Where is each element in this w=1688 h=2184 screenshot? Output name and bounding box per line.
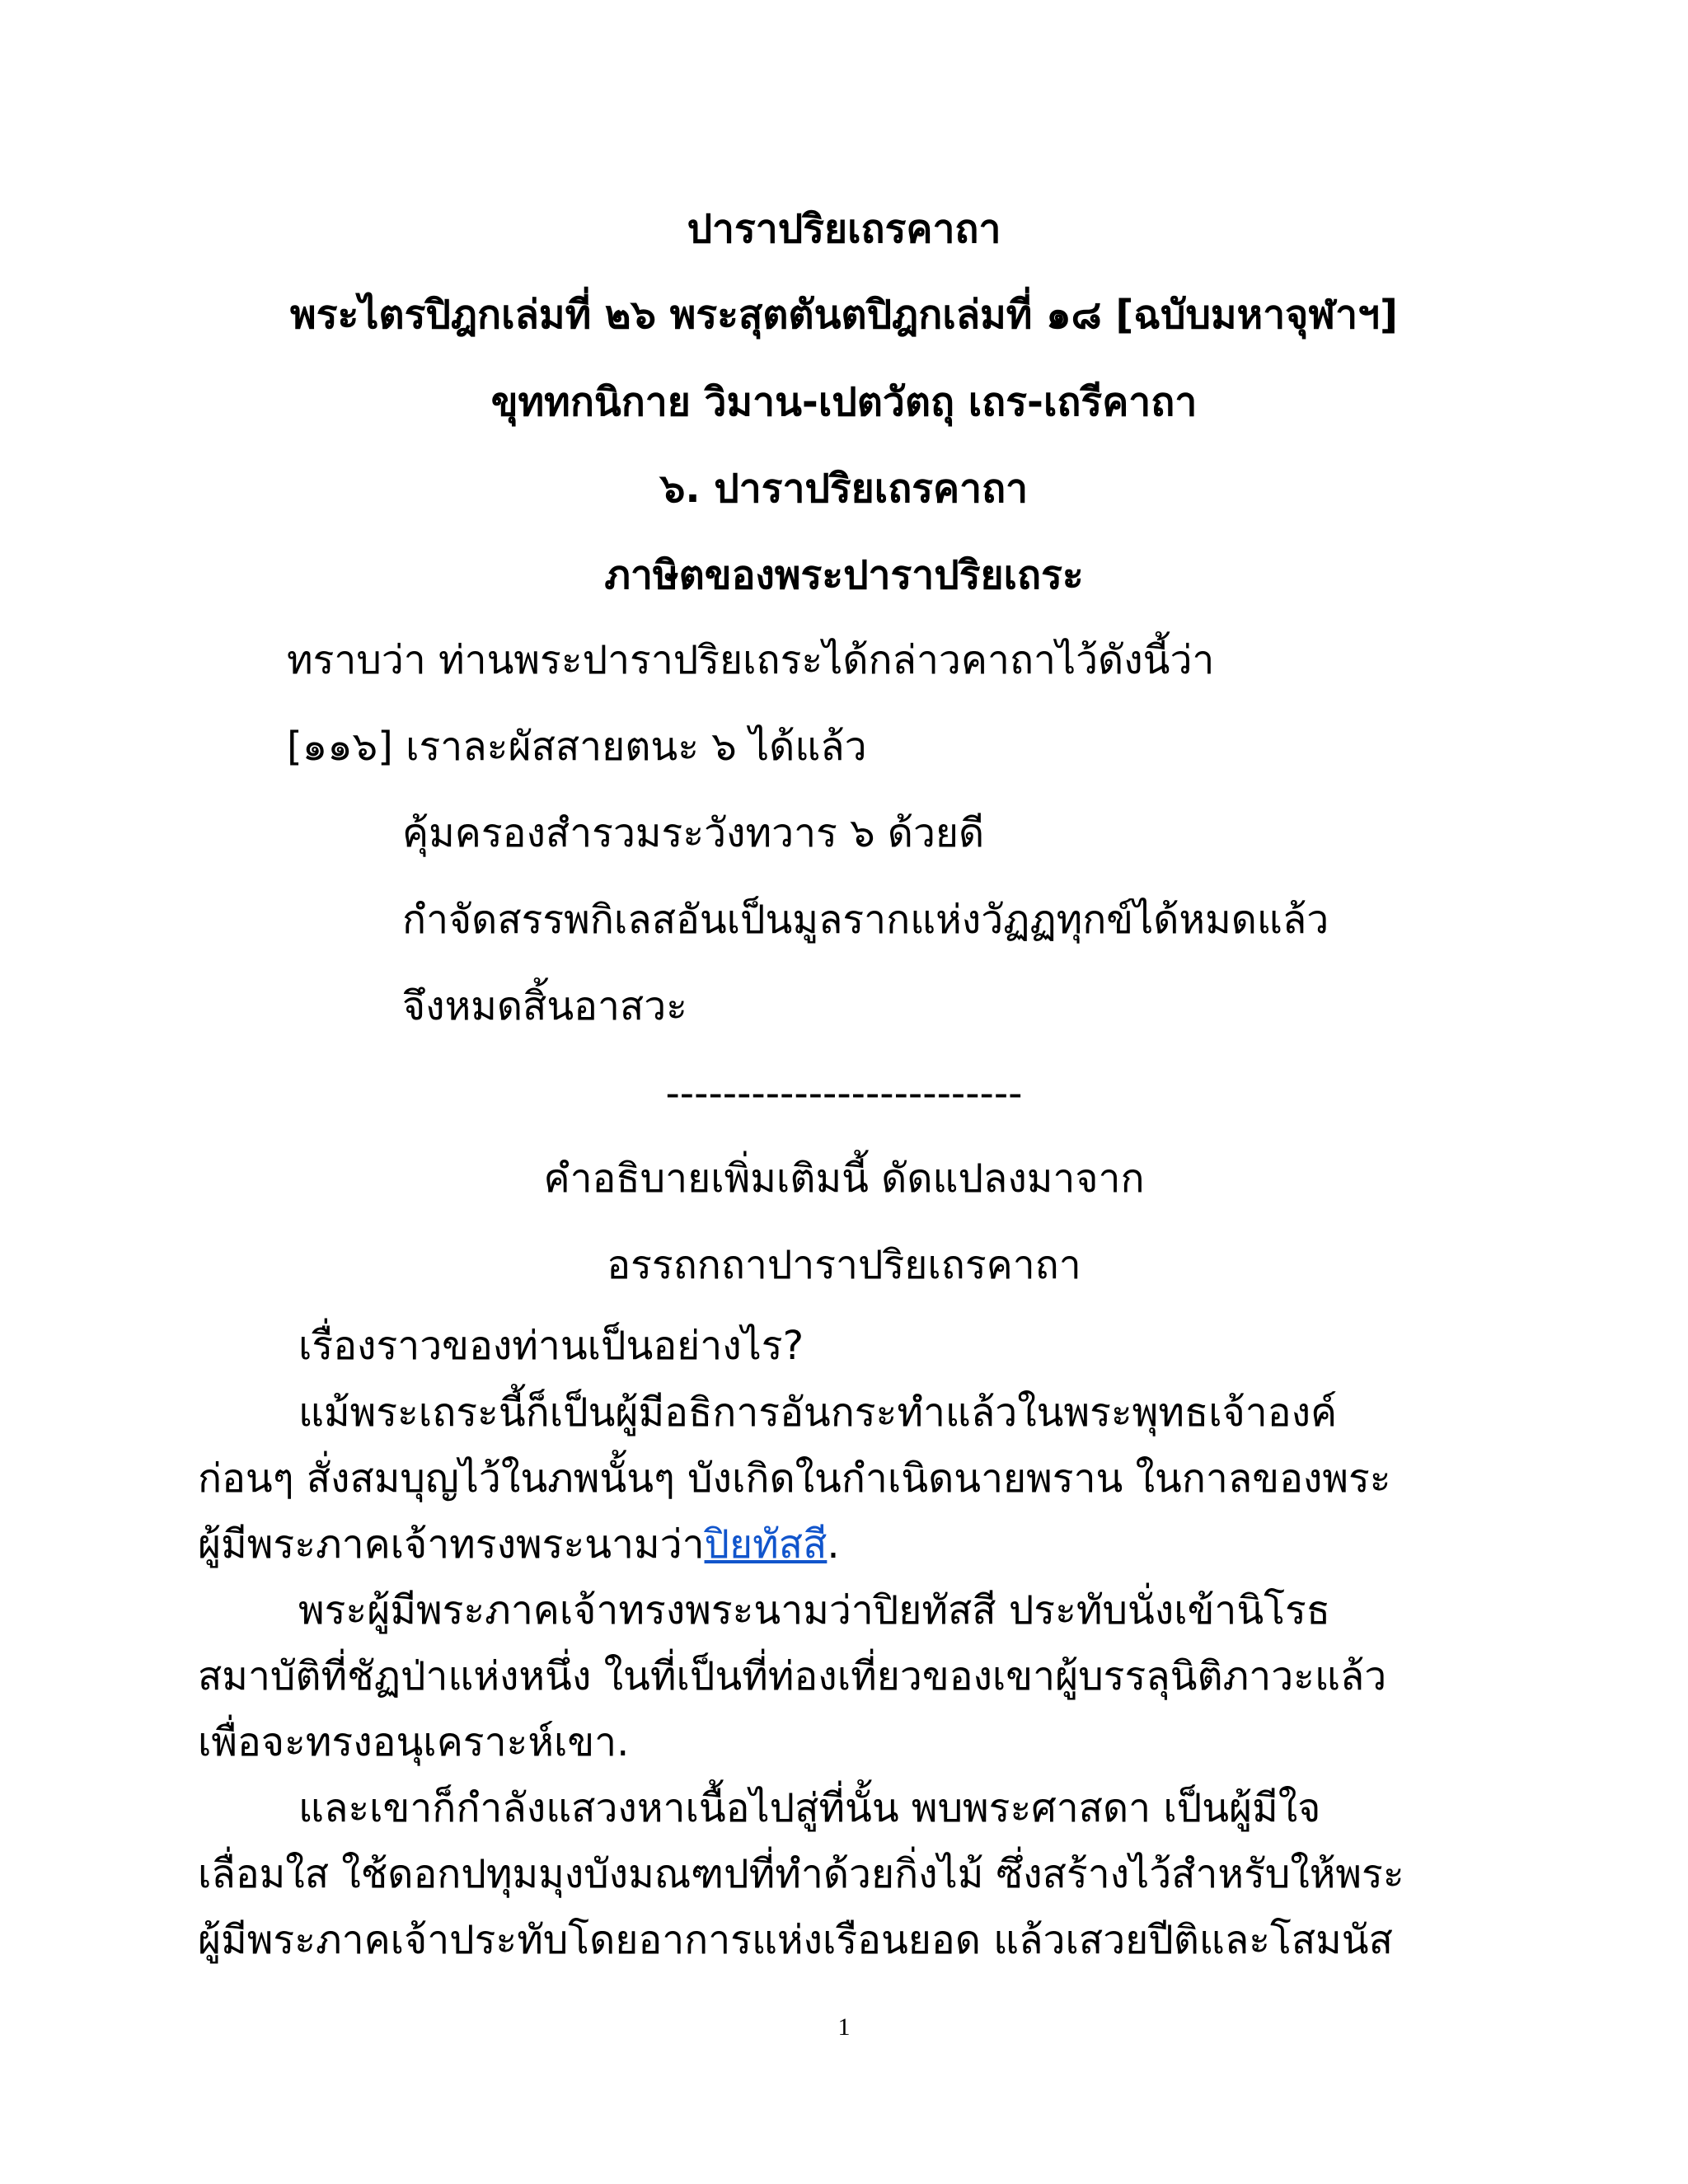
paragraph-text: . <box>827 1521 840 1568</box>
paragraph-line: เพื่อจะทรงอนุเคราะห์เขา. <box>198 1719 630 1765</box>
paragraph-line: เลื่อมใส ใช้ดอกปทุมมุงบังมณฑปที่ทำด้วยกิ่งไม้ ซึ่งสร้างไว้สำหรับให้พระ <box>198 1851 1404 1897</box>
paragraph-line <box>198 1518 840 1571</box>
page-number: 1 <box>837 2013 851 2041</box>
paragraph-text: ผู้มีพระภาคเจ้าทรงพระนามว่า <box>198 1521 705 1568</box>
commentary-title-line: อรรถกถาปาราปริยเถรคาถา <box>607 1242 1081 1288</box>
paragraph-line: ก่อนๆ สั่งสมบุญไว้ในภพนั้นๆ บังเกิดในกำเนิดนายพราน ในกาลของพระ <box>198 1455 1391 1502</box>
paragraph-line: สมาบัติที่ชัฏป่าแห่งหนึ่ง ในที่เป็นที่ท่องเที่ยวของเขาผู้บรรลุนิติภาวะแล้ว <box>198 1653 1387 1699</box>
paragraph-line: แม้พระเถระนี้ก็เป็นผู้มีอธิการอันกระทำแล้วในพระพุทธเจ้าองค์ <box>298 1390 1338 1436</box>
paragraph-line: ผู้มีพระภาคเจ้าประทับโดยอาการแห่งเรือนยอด แล้วเสวยปีติและโสมนัส <box>198 1917 1393 1963</box>
piyadassi-link[interactable]: ปิยทัสสี <box>704 1521 828 1568</box>
paragraph-line: พระผู้มีพระภาคเจ้าทรงพระนามว่าปิยทัสสี ประทับนั่งเข้านิโรธ <box>298 1587 1331 1633</box>
paragraph-line: และเขาก็กำลังแสวงหาเนื้อไปสู่ที่นั้น พบพระศาสดา เป็นผู้มีใจ <box>298 1785 1321 1831</box>
collection-heading: ขุททกนิกาย วิมาน-เปตวัตถุ เถร-เถรีคาถา <box>490 379 1198 425</box>
intro-text: ทราบว่า ท่านพระปาราปริยเถระได้กล่าวคาถาไว้ดังนี้ว่า <box>287 637 1215 683</box>
commentary-title-line: คำอธิบายเพิ่มเติมนี้ ดัดแปลงมาจาก <box>543 1155 1145 1202</box>
chapter-heading: ๖. ปาราปริยเถรคาถา <box>659 466 1029 512</box>
verse-line: กำจัดสรรพกิเลสอันเป็นมูลรากแห่งวัฏฏทุกข์ได้หมดแล้ว <box>402 897 1329 943</box>
section-separator: ------------------------- <box>665 1071 1023 1117</box>
verse-line: คุ้มครองสำรวมระวังทวาร ๖ ด้วยดี <box>402 810 985 856</box>
source-heading: พระไตรปิฎกเล่มที่ ๒๖ พระสุตตันตปิฎกเล่มที่ ๑๘ [ฉบับมหาจุฬาฯ] <box>290 292 1398 338</box>
verse-first-line: [๑๑๖] เราละผัสสายตนะ ๖ ได้แล้ว <box>287 724 867 770</box>
document-title: ปาราปริยเถรคาถา <box>687 206 1001 252</box>
question-text: เรื่องราวของท่านเป็นอย่างไร? <box>298 1323 804 1369</box>
subtitle-heading: ภาษิตของพระปาราปริยเถระ <box>604 552 1084 598</box>
verse-line: จึงหมดสิ้นอาสวะ <box>402 983 687 1029</box>
